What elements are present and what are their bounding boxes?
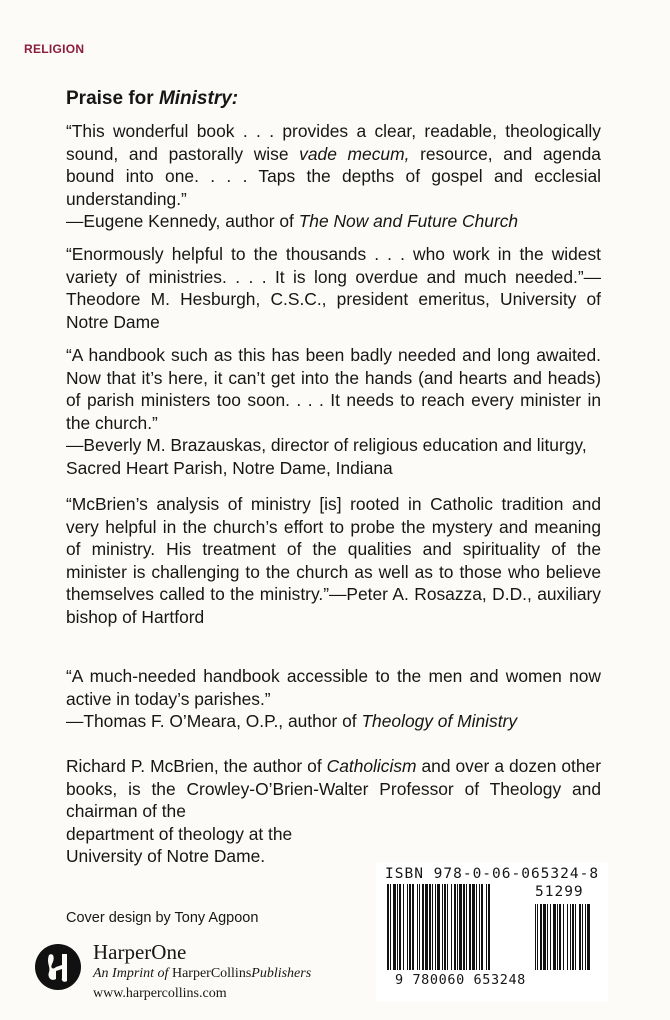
author-bio-text-1: Richard P. McBrien, the author of xyxy=(66,756,327,776)
quote-kennedy xyxy=(66,120,601,233)
quote-brazauskas xyxy=(66,344,601,479)
publisher-name: HarperOne xyxy=(93,940,187,964)
quote-rosazza: “McBrien’s analysis of ministry [is] rooted in Catholic tradition and very helpful in the church’s effort to probe the mystery and meaning of ministry. His treatment of the qualities and spirituality of the minister is challenging to the church as well as to those who believe themselves called to the ministry.”—Peter A. Rosazza, D.D., auxiliary bishop of Hartford xyxy=(66,494,601,627)
quote-omeara-attribution xyxy=(66,710,601,733)
imprint-name: HarperCollins xyxy=(171,966,252,981)
price-code: 51299 xyxy=(535,884,584,900)
quote-kennedy-attribution-text: —Eugene Kennedy, author of xyxy=(66,211,299,231)
category-label: RELIGION xyxy=(24,42,85,56)
author-bio-catholicism: Catholicism xyxy=(326,756,417,776)
quote-omeara-book-title: Theology of Ministry xyxy=(361,711,518,731)
praise-heading xyxy=(66,88,238,110)
quote-omeara-text: “A much-needed handbook accessible to the men and women now active in today’s parishes.” xyxy=(66,666,601,709)
praise-heading-prefix: Praise for xyxy=(66,88,159,109)
imprint-line xyxy=(93,966,311,982)
quote-kennedy-attribution xyxy=(66,210,601,233)
harperone-fire-water-logo-icon xyxy=(34,943,82,991)
imprint-suffix: Publishers xyxy=(251,966,312,981)
author-bio-text-2: and over a dozen other books, is the Crowley-O’Brien-Walter Professor of Theology and chairman of the xyxy=(66,756,601,821)
isbn-text: ISBN 978-0-06-065324-8 xyxy=(385,866,600,882)
quote-kennedy-book-title: The Now and Future Church xyxy=(298,211,519,231)
quote-brazauskas-text: “A handbook such as this has been badly needed and long awaited. Now that it’s here, it can’t get into the hands (and hearts and heads) of parish ministers too soon. . . . It needs to reach every minister in the church.” xyxy=(66,345,601,433)
author-bio-line-department: department of theology at the xyxy=(66,823,293,844)
quote-omeara-attribution-text: —Thomas F. O’Meara, O.P., author of xyxy=(66,711,362,731)
quote-kennedy-vade-mecum: vade mecum, xyxy=(299,143,410,164)
cover-credit: Cover design by Tony Agpoon xyxy=(66,910,259,926)
quote-kennedy-text-1: “This wonderful book . . . provides a clear, readable, theologically sound, and pastorally wise xyxy=(66,121,601,164)
barcode-bars-icon xyxy=(385,884,605,974)
barcode-number: 9 780060 653248 xyxy=(395,972,526,988)
author-bio-line-university: University of Notre Dame. xyxy=(66,846,266,866)
author-bio xyxy=(66,755,601,868)
praise-heading-title: Ministry: xyxy=(158,88,239,109)
quote-brazauskas-attribution: —Beverly M. Brazauskas, director of religious education and liturgy, Sacred Heart Parish, Notre Dame, Indiana xyxy=(66,435,587,478)
imprint-prefix: An Imprint of xyxy=(93,966,172,981)
quote-kennedy-text-2: resource, and agenda bound into one. . . . Taps the depths of gospel and ecclesial understanding.” xyxy=(66,143,601,209)
quote-hesburgh: “Enormously helpful to the thousands . . . who work in the widest variety of ministries. . . . It is long overdue and much needed.”—Theodore M. Hesburgh, C.S.C., president emeritus, University of Notre Dame xyxy=(66,244,601,332)
publisher-website: www.harpercollins.com xyxy=(93,986,227,1001)
quote-omeara xyxy=(66,665,601,733)
